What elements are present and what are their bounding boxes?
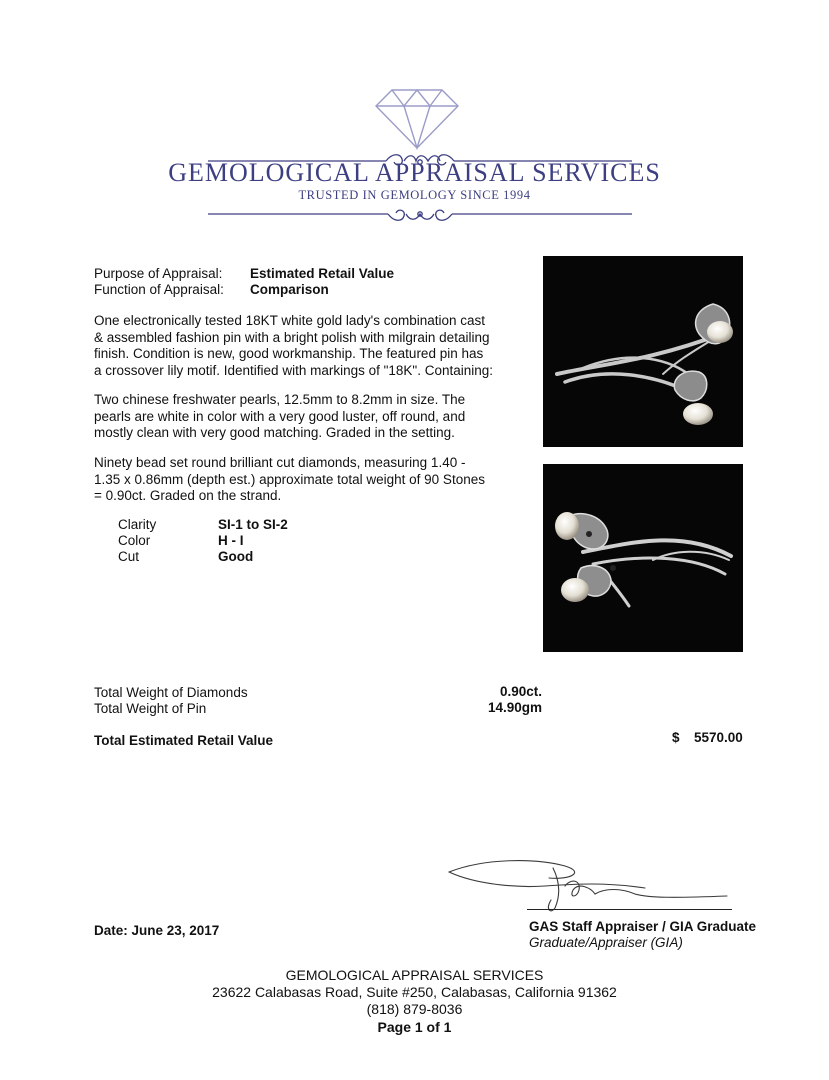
logo-title: GEMOLOGICAL APPRAISAL SERVICES: [168, 158, 661, 187]
description-line: One electronically tested 18KT white gold lady's combination cast: [94, 313, 486, 328]
appraisal-date: Date: June 23, 2017: [94, 923, 220, 938]
page-number: Page 1 of 1: [377, 1019, 452, 1035]
footer-phone: (818) 879-8036: [366, 1001, 463, 1017]
item-description: [94, 313, 506, 379]
description-line: & assembled fashion pin with a bright polish with milgrain detailing: [94, 329, 490, 345]
grade-label-color: Color: [118, 533, 151, 548]
ornament-divider-bottom: [208, 204, 632, 224]
grade-value-clarity: SI-1 to SI-2: [218, 517, 288, 532]
pearl-description: [94, 392, 506, 442]
product-photo-front: [543, 256, 743, 447]
pin-weight-value: 14.90gm: [487, 700, 542, 715]
product-photo-side: [543, 464, 743, 652]
purpose-label: Purpose of Appraisal:: [94, 266, 223, 281]
currency-symbol: $: [672, 730, 680, 745]
pearl-line: mostly clean with very good matching. Graded in the setting.: [94, 425, 455, 440]
pearl-line: pearls are white in color with a very good luster, off round, and: [94, 408, 466, 424]
pearl-line: Two chinese freshwater pearls, 12.5mm to 8.2mm in size. The: [94, 392, 466, 407]
signature: [445, 858, 730, 914]
appraiser-subtitle: Graduate/Appraiser (GIA): [529, 935, 683, 950]
diamond-weight-value: 0.90ct.: [499, 684, 542, 699]
logo-tagline: TRUSTED IN GEMOLOGY SINCE 1994: [298, 188, 531, 202]
diamond-line: 1.35 x 0.86mm (depth est.) approximate total weight of 90 Stones: [94, 471, 485, 487]
description-line: finish. Condition is new, good workmanship. The featured pin has: [94, 346, 484, 361]
footer-company: GEMOLOGICAL APPRAISAL SERVICES: [285, 967, 544, 983]
purpose-value: Estimated Retail Value: [250, 266, 395, 281]
function-label: Function of Appraisal:: [94, 282, 224, 297]
diamond-weight-label: Total Weight of Diamonds: [94, 685, 248, 700]
diamond-line: = 0.90ct. Graded on the strand.: [94, 488, 282, 503]
grade-value-color: H - I: [218, 533, 244, 548]
diamond-icon: [374, 88, 460, 150]
retail-value: 5570.00: [694, 730, 743, 745]
grade-label-cut: Cut: [118, 549, 140, 564]
footer-address: 23622 Calabasas Road, Suite #250, Calabasas, California 91362: [212, 984, 617, 1000]
grade-label-clarity: Clarity: [118, 517, 157, 532]
diamond-line: Ninety bead set round brilliant cut diamonds, measuring 1.40 -: [94, 455, 466, 470]
function-value: Comparison: [250, 282, 329, 297]
diamond-description: [94, 455, 506, 505]
retail-value-label: Total Estimated Retail Value: [94, 733, 274, 748]
grade-value-cut: Good: [218, 549, 254, 564]
description-line: a crossover lily motif. Identified with markings of "18K". Containing:: [94, 362, 494, 378]
appraiser-title: GAS Staff Appraiser / GIA Graduate: [529, 919, 757, 934]
pin-weight-label: Total Weight of Pin: [94, 701, 207, 716]
signature-line: [527, 909, 732, 910]
